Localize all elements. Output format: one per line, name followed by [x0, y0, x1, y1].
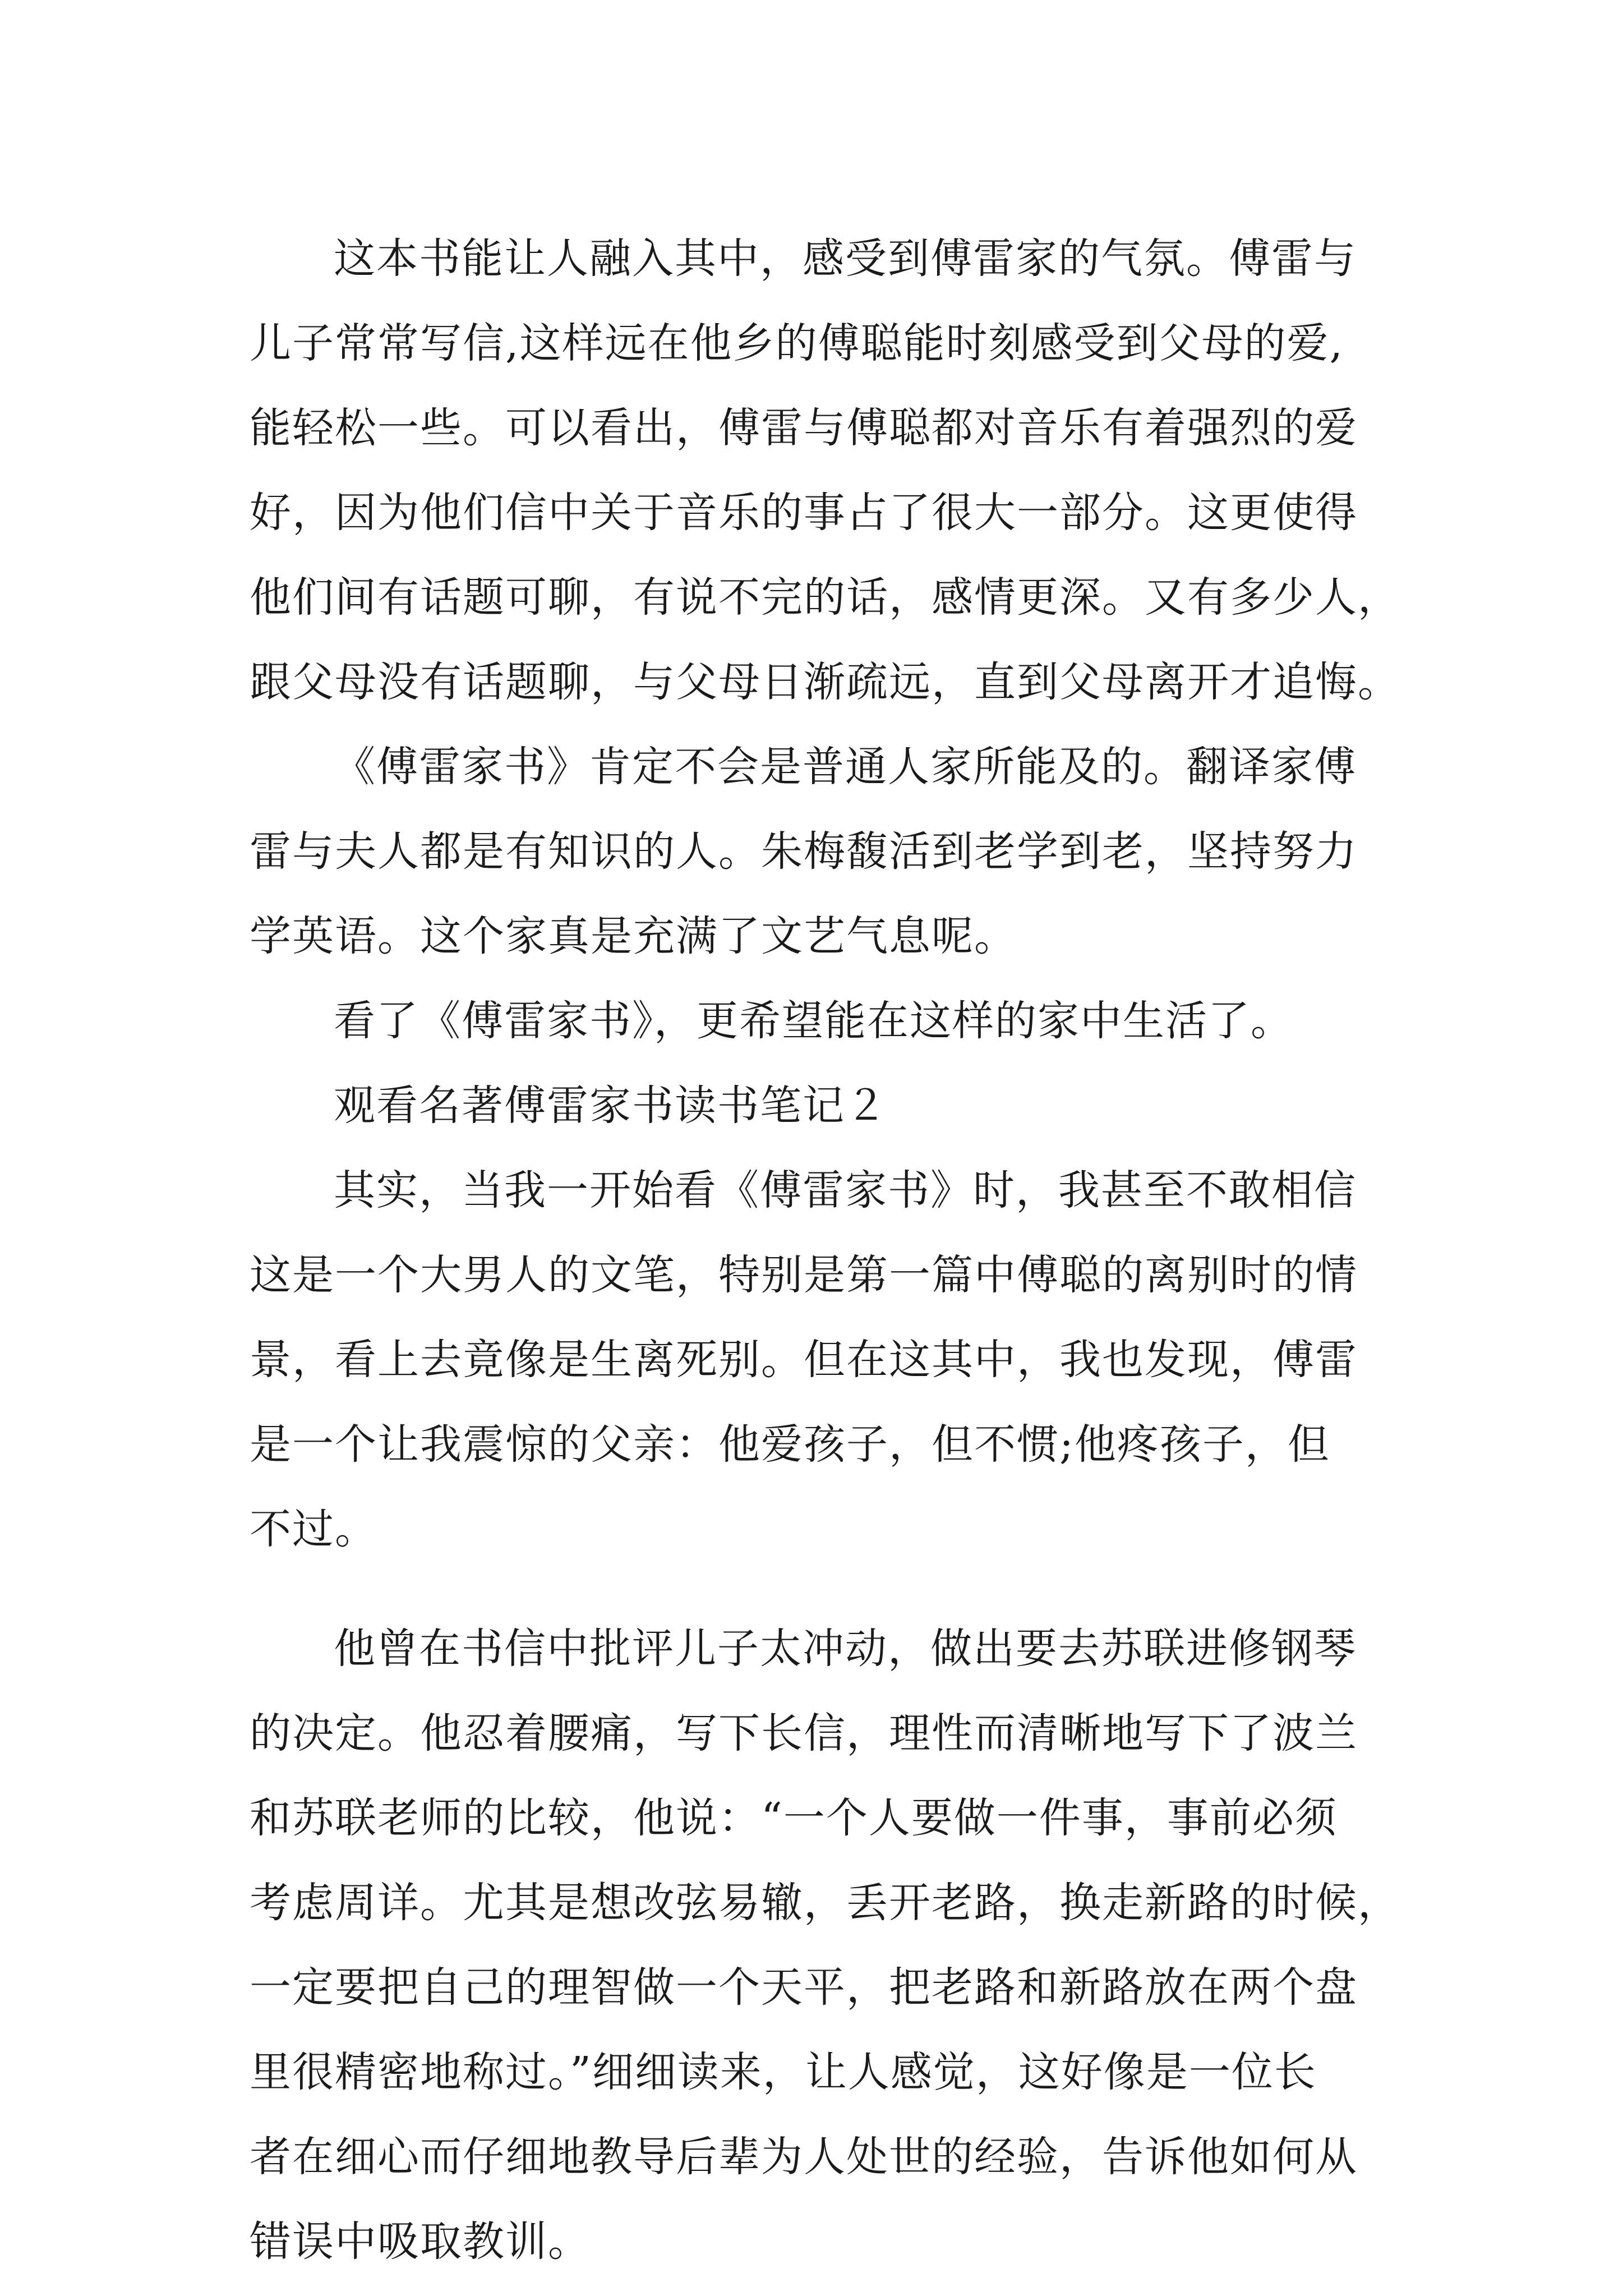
text-line: 看了《傅雷家书》，更希望能在这样的家中生活了。 [334, 997, 1293, 1045]
text-line: 错误中吸取教训。 [250, 2217, 591, 2266]
text-line: 《傅雷家书》肯定不会是普通人家所能及的。翻译家傅 [334, 743, 1357, 791]
text-line: 他曾在书信中批评儿子太冲动，做出要去苏联进修钢琴 [334, 1625, 1357, 1673]
paragraph-3 [250, 979, 1377, 1064]
heading-line: 观看名著傅雷家书读书笔记２ [334, 1082, 888, 1130]
paragraph-2 [250, 725, 1377, 979]
text-line: 能轻松一些。可以看出，傅雷与傅聪都对音乐有着强烈的爱 [250, 404, 1358, 452]
text-line: 者在细心而仔细地教导后辈为人处世的经验，告诉他如何从 [250, 2133, 1358, 2181]
text-line: 雷与夫人都是有知识的人。朱梅馥活到老学到老，坚持努力 [250, 827, 1358, 876]
paragraph-gap [250, 1572, 1377, 1607]
text-line: 这本书能让人融入其中，感受到傅雷家的气氛。傅雷与 [334, 234, 1357, 283]
text-line: 其实，当我一开始看《傅雷家书》时，我甚至不敢相信 [334, 1166, 1357, 1214]
text-line: 里很精密地称过。”细细读来，让人感觉，这好像是一位长 [250, 2048, 1317, 2096]
text-line: 学英语。这个家真是充满了文艺气息呢。 [250, 912, 1017, 960]
text-line: 不过。 [250, 1505, 377, 1553]
section-heading [250, 1064, 1377, 1148]
text-line: 儿子常常写信,这样远在他乡的傅聪能时刻感受到父母的爱, [250, 319, 1344, 367]
text-line: 的决定。他忍着腰痛，写下长信，理性而清晰地写下了波兰 [250, 1709, 1358, 1757]
paragraph-1 [250, 217, 1400, 725]
paragraph-4 [250, 1148, 1377, 1572]
paragraph-5 [250, 1607, 1400, 2284]
text-line: 跟父母没有话题聊，与父母日渐疏远，直到父母离开才追悔。 [250, 658, 1400, 706]
text-line: 景，看上去竟像是生离死别。但在这其中，我也发现，傅雷 [250, 1336, 1358, 1384]
text-line: 他们间有话题可聊，有说不完的话，感情更深。又有多少人， [250, 573, 1400, 622]
document-body [250, 217, 1400, 2284]
text-line: 这是一个大男人的文笔，特别是第一篇中傅聪的离别时的情 [250, 1251, 1358, 1299]
text-line: 好，因为他们信中关于音乐的事占了很大一部分。这更使得 [250, 489, 1358, 537]
text-line: 一定要把自己的理智做一个天平，把老路和新路放在两个盘 [250, 1963, 1358, 2012]
text-line: 考虑周详。尤其是想改弦易辙，丢开老路，换走新路的时候， [250, 1879, 1400, 1927]
text-line: 和苏联老师的比较，他说：“一个人要做一件事，事前必须 [250, 1794, 1338, 1842]
text-line: 是一个让我震惊的父亲：他爱孩子，但不惯;他疼孩子，但 [250, 1420, 1330, 1469]
